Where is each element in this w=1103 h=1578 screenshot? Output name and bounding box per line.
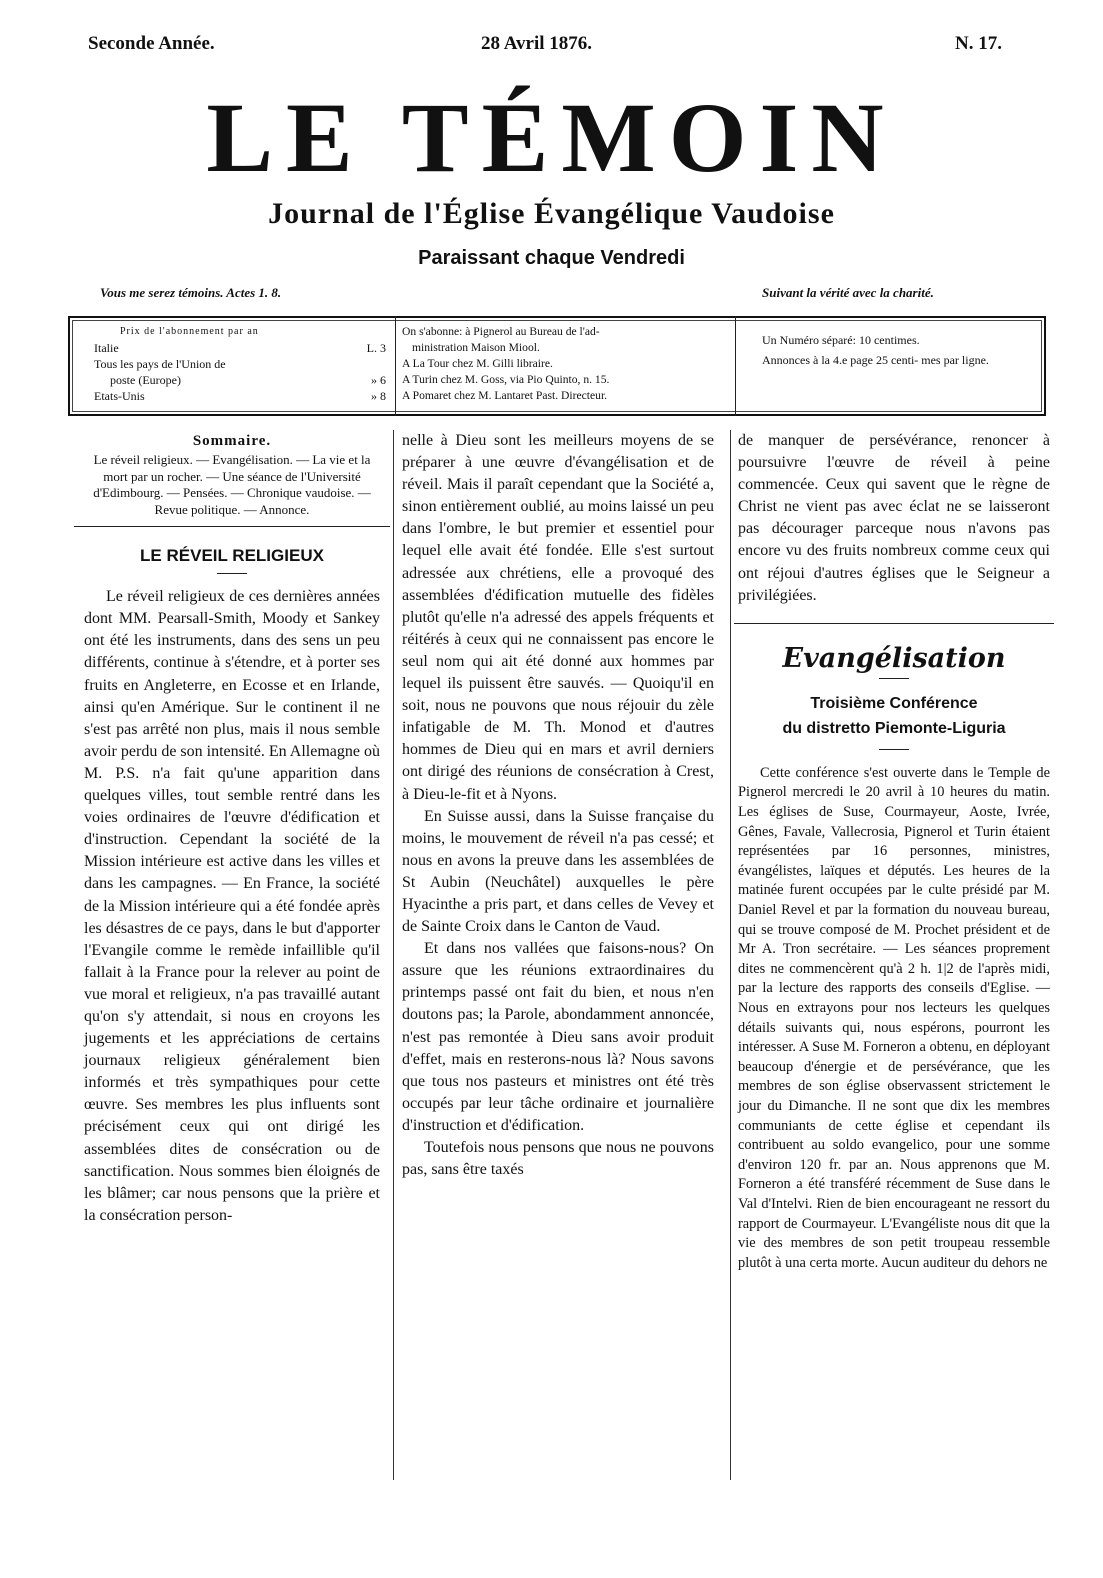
price-value: » 6 [371, 373, 386, 387]
sommaire-rule [74, 526, 390, 527]
article-title: LE RÉVEIL RELIGIEUX [140, 546, 324, 566]
column-divider [393, 430, 394, 1480]
conference-title: Troisième Conférence [810, 694, 978, 712]
article-paragraph: de manquer de persévérance, renoncer à poursuivre l'œuvre de réveil à peine commencée. Ceux qui savent que le règne de Christ ne vient pas avec éclat ne se laisseront pas décourager parceque nous n'avons pas encore vu des fruits nombreux comme ceux qui ont réjoui d'autres églises que le Seigneur a privilégiées. [738, 432, 1050, 604]
price-place: Tous les pays de l'Union de [94, 357, 226, 371]
motto-right: Suivant la vérité avec la charité. [762, 285, 934, 300]
article-paragraph: En Suisse aussi, dans la Suisse française du moins, le mouvement de réveil n'a pas cessé; et nous en avons la preuve dans les assemblées de St Aubin (Neuchâtel) auxquelles le père Hyacinthe a pris part, et dans celles de Vevey et de Sainte Croix dans le Canton de Vaud. [402, 807, 714, 936]
column-3 [738, 430, 1050, 1273]
price-row [94, 340, 386, 356]
sommaire-title: Sommaire. [192, 433, 272, 449]
sommaire-items: Le réveil religieux. — Evangélisation. — La vie et la mort par un rocher. — Une séance de l'Université d'Edimbourg. — Pensées. — Chronique vaudoise. — Revue politique. — Annonce. [93, 452, 371, 517]
price-row [94, 356, 386, 372]
place-line: A La Tour chez M. Gilli libraire. [402, 357, 553, 370]
article-paragraph: Cette conférence s'est ouverte dans le Temple de Pignerol mercredi le 20 avril à 10 heures du matin. Les églises de Suse, Courmayeur, Aoste, Ivrée, Gênes, Favale, Vallecrosia, Pignerol et Turin étaient représentées par 16 personnes, ministres, évangélistes, laïques et députés. Les heures de la matinée furent occupées par le culte présidé par M. Daniel Revel et par la formation du nouveau bureau, qui se trouve composé de M. Prochet président et de Mr A. Tron secrétaire. — Les séances proprement dites ne commencèrent qu'à 2 h. 1|2 de l'après midi, par la lecture des rapports des conseils d'Eglise. — Nous en extrayons pour nos lecteurs les quelques détails suivants qui, nous espérons, pourront les intéresser. A Suse M. Forneron a obtenu, en déployant beaucoup d'énergie et de persévérance, que les membres de son église observassent strictement le jour du Dimanche. Il ne sont que dix les membres communiants de cette église et cependant ils contribuent au soldo evangelico, pour une somme d'environ 120 fr. par an. Nous apprenons que M. Forneron a été transféré récemment de Suse dans le Val d'Intelvi. Rien de bien encourageant ne ressort du rapport de Courmayeur. L'Evangéliste nous dit que la vie des membres de son petit troupeau ressemble plutôt à una certa morte. Aucun auditeur du dehors ne [738, 764, 1050, 1271]
price-place: poste (Europe) [110, 373, 181, 387]
title-dash [879, 678, 909, 679]
ads-price: Annonces à la 4.e page 25 centi- mes par ligne. [762, 353, 989, 367]
article-rule [734, 623, 1054, 624]
newspaper-subtitle: Journal de l'Église Évangélique Vaudoise [268, 197, 835, 230]
place-line: ministration Maison Miool. [412, 341, 540, 354]
conference-district: du distretto Piemonte-Liguria [782, 719, 1006, 737]
place-line: A Pomaret chez M. Lantaret Past. Directeur. [402, 389, 608, 402]
motto-left: Vous me serez témoins. Actes 1. 8. [100, 285, 282, 300]
issue-date: 28 Avril 1876. [481, 33, 593, 54]
price-heading: Prix de l'abonnement par an [120, 326, 259, 337]
price-value: » 8 [371, 389, 386, 403]
price-value: L. 3 [366, 341, 386, 355]
box-divider [735, 316, 736, 416]
place-line: A Turin chez M. Goss, via Pio Quinto, n. 15. [402, 373, 610, 386]
price-place: Italie [94, 341, 119, 355]
subscription-box [68, 316, 1046, 416]
article-paragraph: Le réveil religieux de ces dernières années dont MM. Pearsall-Smith, Moody et Sankey ont été les instruments, dans des sens un peu différents, continue à s'étendre, et à porter ses fruits en Angleterre, en Ecosse et en Irlande, ainsi qu'en Amérique. Sur le continent il ne s'est pas arrêté non plus, mais il nous semble avoir perdu de son intensité. En Allemagne où M. P.S. n'a fait qu'une apparition dans quelques villes, tout semble rentré dans les voies ordinaires de l'œuvre d'édification et d'instruction. Cependant la société de la Mission intérieure est active dans les villes et dans les campagnes. — En France, la société de la Mission intérieure qui a été fondée après les désastres de ce pays, dans le but d'apporter l'Evangile comme le remède infaillible qu'il fallait à la France pour la relever au point de vue moral et religieux, n'a pas travaillé autant qu'on s'y attendait, si nous en croyons les jugements et les appréciations de certains journaux religieux généralement bien informés et très sympathiques pour cette œuvre. Ses membres les plus influents sont précisément ceux qui ont dirigé les assemblées dites de consécration ou de sanctification. Nous sommes bien éloignés de les blâmer; car nous pensons que la prière et la consécration person- [84, 588, 380, 1224]
newspaper-title: LE TÉMOIN [206, 82, 897, 193]
price-row [94, 388, 386, 404]
publication-frequency: Paraissant chaque Vendredi [418, 247, 685, 269]
place-line: On s'abonne: à Pignerol au Bureau de l'ad- [402, 325, 600, 338]
price-table [94, 324, 386, 404]
price-place: Etats-Unis [94, 389, 145, 403]
pricing-notes [762, 330, 1022, 370]
title-dash [879, 749, 909, 750]
edition-year: Seconde Année. [88, 33, 215, 54]
article-paragraph: Et dans nos vallées que faisons-nous? On assure que les réunions extraordinaires du printemps passé ont fait du bien, et nous n'en doutons pas; la Parole, abondamment annoncée, n'est pas remontée à Dieu sans avoir produit d'effet, mais en resterons-nous là? Nous savons que tous nos pasteurs et ministres ont été très occupés par leur tâche ordinaire et journalière d'instruction et d'édification. [402, 940, 714, 1134]
column-divider [730, 430, 731, 1480]
article-paragraph: Toutefois nous pensons que nous ne pouvons pas, sans être taxés [402, 1139, 714, 1179]
subscription-places [402, 324, 732, 404]
section-title: Evangélisation [782, 642, 1006, 674]
article-paragraph: nelle à Dieu sont les meilleurs moyens de se préparer à une œuvre d'évangélisation et de réveil. Mais il paraît cependant que la Société a, sinon entièrement oublié, au moins laissé un peu dans l'ombre, le but premier et essentiel pour lequel elle avait été fondée. Elle s'est surtout adressée aux chrétiens, elle a provoqué des assemblées d'édification mutuelle des fidèles plutôt qu'elle n'a adressé des appels fréquents et réitérés à ceux qui ne connaissent pas encore le seul nom qui ait été donné aux hommes par lequel ils puissent être sauvés. — Quoiqu'il en soit, nous ne pouvons que nous réjouir du zèle infatigable de M. Th. Monod et d'autres hommes de Dieu qui en mars et avril derniers ont dirigé des réunions de consécration à Crest, à Dieu-le-fit et à Nyons. [402, 432, 714, 803]
column-1 [84, 430, 380, 1227]
single-issue-price: Un Numéro séparé: 10 centimes. [762, 333, 920, 347]
title-dash [217, 573, 247, 574]
box-divider [395, 316, 396, 416]
issue-number: N. 17. [955, 33, 1002, 54]
price-row [94, 372, 386, 388]
column-2 [402, 430, 714, 1181]
